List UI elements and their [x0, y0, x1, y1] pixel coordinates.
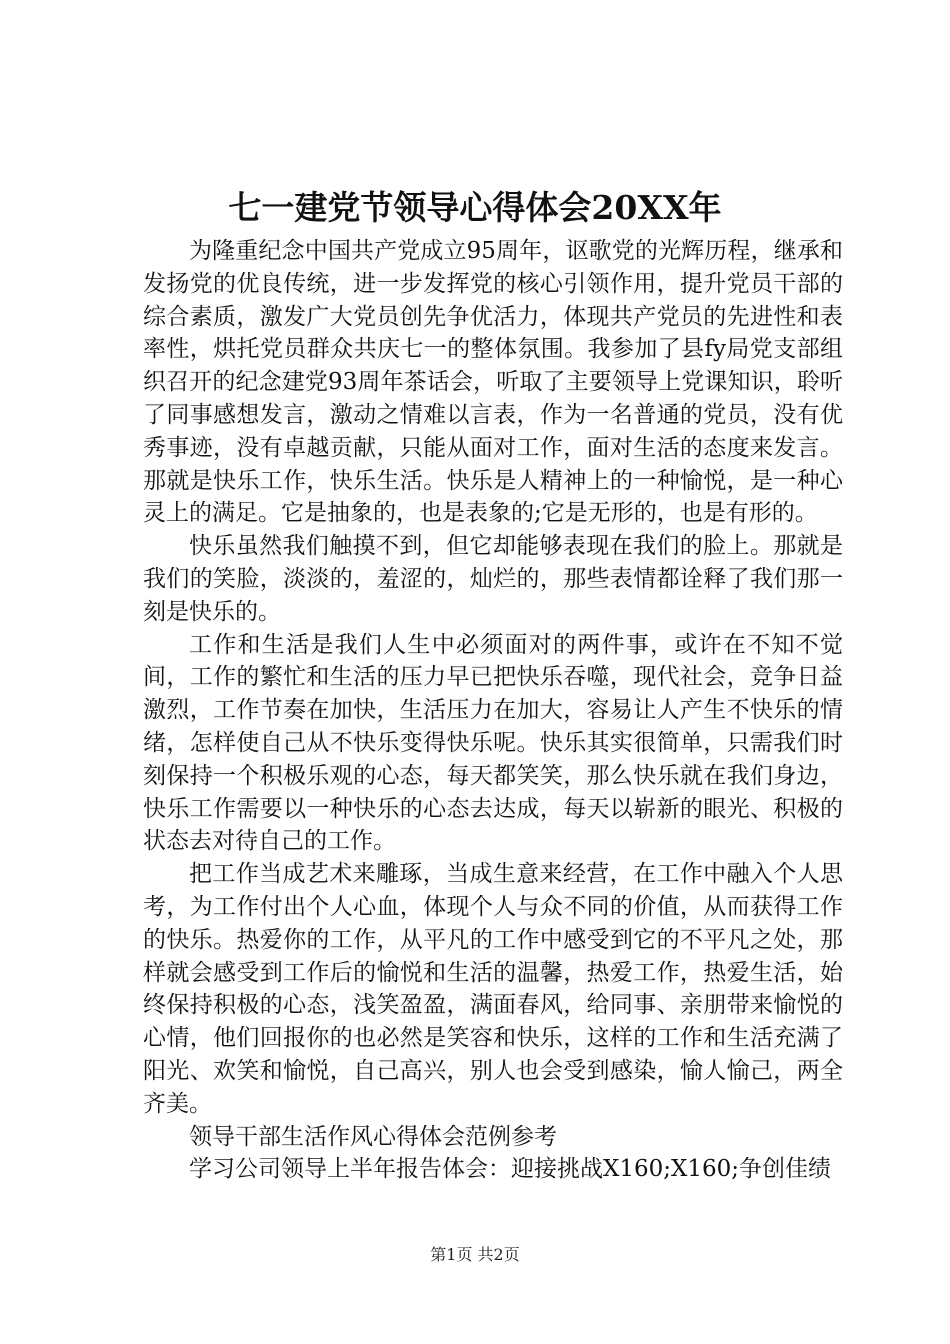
related-link-text-1: 领导干部生活作风心得体会范例参考 — [189, 1123, 557, 1150]
paragraph-happiness-face: 快乐虽然我们触摸不到，但它却能够表现在我们的脸上。那就是我们的笑脸，淡淡的，羞涩的，灿烂的，那些表情都诠释了我们那一刻是快乐的。 — [143, 533, 843, 625]
paragraph-intro: 为隆重纪念中国共产党成立95周年，讴歌党的光辉历程，继承和发扬党的优良传统，进一步发挥党的核心引领作用，提升党员干部的综合素质，激发广大党员创先争优活力，体现共产党员的先进性和表率性，烘托党员群众共庆七一的整体氛围。我参加了县fy局党支部组织召开的纪念建党93周年茶话会，听取了主要领导上党课知识，聆听了同事感想发言，激动之情难以言表，作为一名普通的党员，没有优秀事迹，没有卓越贡献，只能从面对工作，面对生活的态度来发言。那就是快乐工作，快乐生活。快乐是人精神上的一种愉悦，是一种心灵上的满足。它是抽象的，也是表象的;它是无形的，也是有形的。 — [143, 238, 843, 527]
paragraph-work-life: 工作和生活是我们人生中必须面对的两件事，或许在不知不觉间，工作的繁忙和生活的压力早已把快乐吞噬，现代社会，竞争日益激烈，工作节奏在加快，生活压力在加大，容易让人产生不快乐的情绪，怎样使自己从不快乐变得快乐呢。快乐其实很简单，只需我们时刻保持一个积极乐观的心态，每天都笑笑，那么快乐就在我们身边，快乐工作需要以一种快乐的心态去达成，每天以崭新的眼光、积极的状态去对待自己的工作。 — [143, 631, 843, 855]
document-body — [143, 235, 843, 1186]
related-link-text-2: 学习公司领导上半年报告体会：迎接挑战X160;X160;争创佳绩 — [189, 1156, 832, 1183]
document-title: 七一建党节领导心得体会20XX年 — [228, 188, 722, 227]
page-number-footer: 第1页 共2页 — [430, 1245, 520, 1264]
paragraph-work-as-art: 把工作当成艺术来雕琢，当成生意来经营，在工作中融入个人思考，为工作付出个人心血，体现个人与众不同的价值，从而获得工作的快乐。热爱你的工作，从平凡的工作中感受到它的不平凡之处，那样就会感受到工作后的愉悦和生活的温馨，热爱工作，热爱生活，始终保持积极的心态，浅笑盈盈，满面春风，给同事、亲朋带来愉悦的心情，他们回报你的也必然是笑容和快乐，这样的工作和生活充满了阳光、欢笑和愉悦，自己高兴，别人也会受到感染，愉人愉己，两全齐美。 — [143, 861, 843, 1117]
